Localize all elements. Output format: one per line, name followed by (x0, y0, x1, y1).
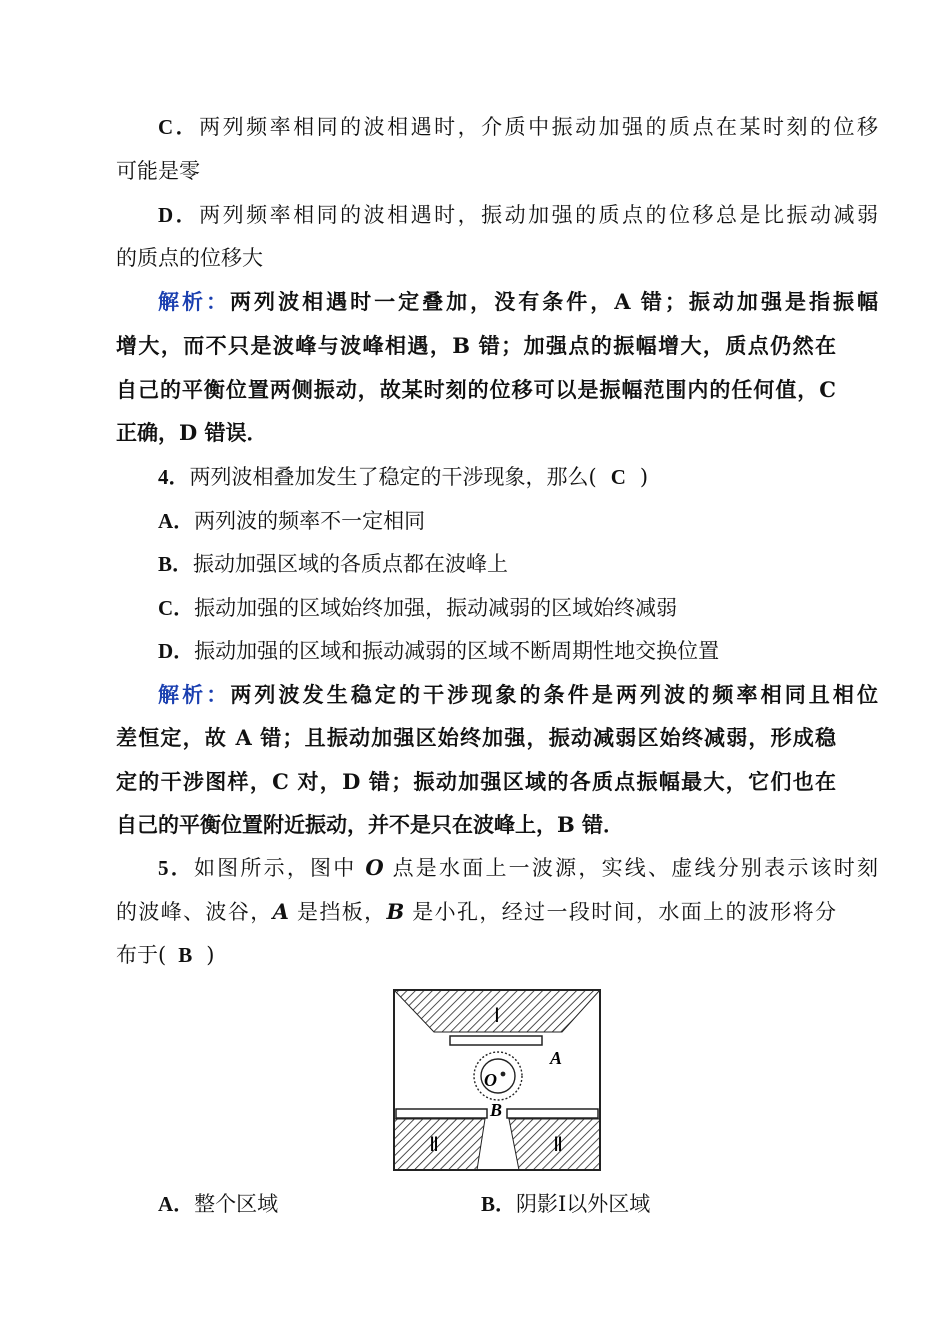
q5-line2-a: 的波峰、波谷， (116, 900, 273, 924)
q4-analysis-label: 解析： (158, 682, 231, 707)
label-region-i: Ⅰ (494, 1005, 500, 1027)
q3-option-c-text1: 两列频率相同的波相遇时，介质中振动加强的质点在某时刻的位移 (199, 115, 878, 139)
q3-option-d-line1 (158, 200, 878, 230)
q4-answer: C (610, 465, 626, 489)
q5-line2-b: 是挡板， (288, 900, 387, 924)
q4-analysis-line3: 定的干涉图样，C 对，D 错；振动加强区域的各质点振幅最大，它们也在 (116, 769, 836, 794)
q3-option-c-line1 (158, 112, 878, 142)
q3-option-d-letter: D． (158, 203, 200, 227)
q3-analysis-line3: 自己的平衡位置两侧振动，故某时刻的位移可以是振幅范围内的任何值，C (116, 377, 836, 402)
q5-line3-close: ) (206, 943, 215, 967)
source-point (501, 1072, 506, 1077)
q5-number: 5． (158, 856, 194, 880)
q4-stem-close: ) (639, 465, 649, 489)
q4-option-d-letter: D． (158, 639, 195, 663)
q4-option-b-text: 振动加强区域的各质点都在波峰上 (193, 552, 509, 576)
q5-line2-A: A (272, 899, 289, 924)
q3-option-c-letter: C． (158, 115, 200, 139)
q5-line1-a: 如图所示，图中 (193, 856, 366, 880)
q3-analysis-line1 (158, 287, 878, 317)
q5-stem-line3 (116, 940, 836, 970)
label-region-ii-right: Ⅱ (553, 1134, 563, 1156)
q4-option-d-text: 振动加强的区域和振动减弱的区域不断周期性地交换位置 (194, 639, 720, 663)
q4-option-a-letter: A． (158, 509, 195, 533)
q4-option-a (158, 506, 878, 536)
q5-line1-b: 点是水面上一波源，实线、虚线分别表示该时刻 (383, 856, 878, 880)
q5-line1-o: O (365, 855, 384, 880)
q4-analysis-line4: 自己的平衡位置附近振动，并不是只在波峰上，B 错． (116, 812, 625, 837)
q5-option-a-letter: A． (158, 1192, 195, 1216)
label-b: B (490, 1100, 503, 1120)
q5-stem-line2 (116, 897, 836, 927)
q3-analysis-line4: 正确，D 错误． (116, 420, 268, 445)
q3-option-d-line2: 的质点的位移大 (116, 246, 263, 270)
q4-option-d (158, 636, 878, 666)
q5-line3-text: 布于( (116, 943, 167, 967)
q4-option-c (158, 593, 878, 623)
q4-option-c-text: 振动加强的区域始终加强，振动减弱的区域始终减弱 (194, 596, 678, 620)
q5-line2-c: 是小孔，经过一段时间，水面上的波形将分 (404, 900, 836, 924)
q4-number: 4． (158, 465, 190, 489)
barrier-a (450, 1036, 542, 1045)
q4-stem (158, 462, 878, 492)
q5-option-b-text: 阴影Ⅰ以外区域 (516, 1192, 651, 1216)
q5-option-a (158, 1189, 278, 1219)
q3-analysis-label: 解析： (158, 289, 231, 314)
q4-option-b-letter: B． (158, 552, 194, 576)
q3-option-d-text1: 两列频率相同的波相遇时，振动加强的质点的位移总是比振动减弱 (199, 203, 878, 227)
q5-stem-line1 (158, 853, 878, 883)
q5-option-b (481, 1189, 650, 1219)
q4-analysis-line1 (158, 680, 878, 710)
q4-analysis-text1: 两列波发生稳定的干涉现象的条件是两列波的频率相同且相位 (230, 682, 878, 707)
q4-option-a-text: 两列波的频率不一定相同 (194, 509, 426, 533)
q5-option-a-text: 整个区域 (194, 1192, 279, 1216)
label-o: O (484, 1070, 497, 1090)
q5-line2-B: B (386, 899, 405, 924)
q5-answer: B (178, 943, 193, 967)
region-ii-left-shading (394, 1119, 485, 1170)
q3-analysis-text1: 两列波相遇时一定叠加，没有条件，A 错；振动加强是指振幅 (230, 289, 878, 314)
label-region-ii-left: Ⅱ (429, 1134, 439, 1156)
label-a: A (550, 1048, 563, 1068)
q3-analysis-line2: 增大，而不只是波峰与波峰相遇，B 错；加强点的振幅增大，质点仍然在 (116, 333, 836, 358)
q4-option-c-letter: C． (158, 596, 195, 620)
q4-stem-text: 两列波相叠加发生了稳定的干涉现象，那么( (189, 465, 597, 489)
barrier-right (507, 1109, 598, 1118)
q3-option-c-line2: 可能是零 (116, 159, 200, 183)
q4-option-b (158, 549, 878, 579)
q5-option-b-letter: B． (481, 1192, 517, 1216)
barrier-left (396, 1109, 487, 1118)
wave-diagram-figure (392, 988, 604, 1174)
q4-analysis-line2: 差恒定，故 A 错；且振动加强区始终加强，振动减弱区始终减弱，形成稳 (116, 725, 836, 750)
